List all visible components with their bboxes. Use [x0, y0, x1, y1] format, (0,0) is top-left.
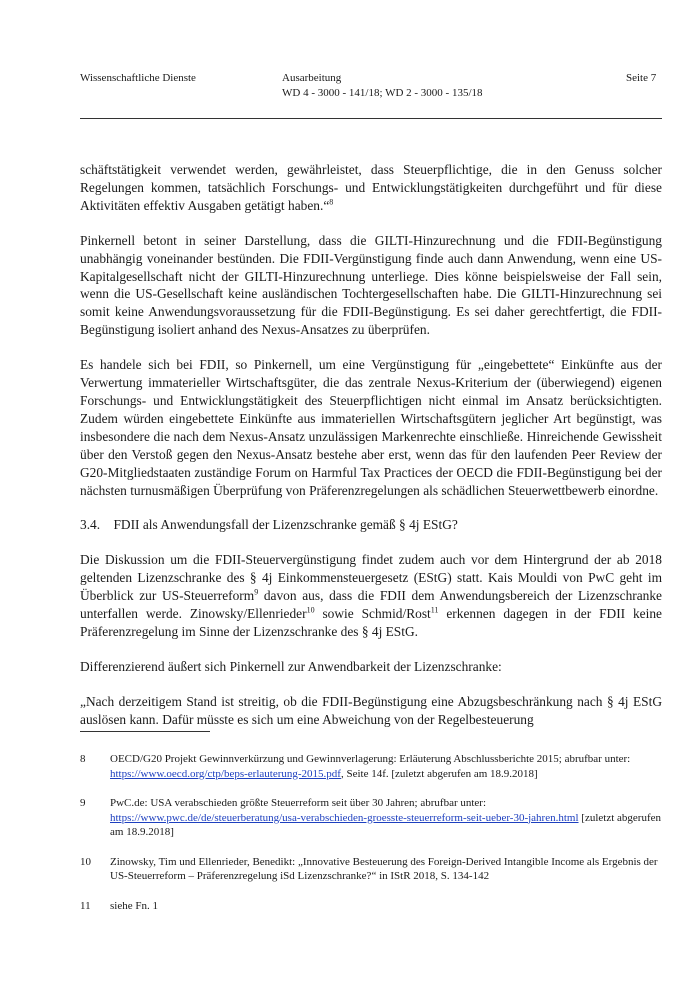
paragraph-4-text-b: davon aus, dass die FDII dem Anwendungsbereich der Lizenzschranke unterfallen werde. Zinowsky/Ellenrieder: [80, 588, 662, 622]
footnote-9-link[interactable]: https://www.pwc.de/de/steuerberatung/usa-verabschieden-groesste-steuerreform-seit-ueber-30-jahren.html: [110, 811, 579, 824]
footnote-9: [80, 796, 662, 840]
footnote-10: [80, 855, 662, 884]
footnote-text: Zinowsky, Tim und Ellenrieder, Benedikt: „Innovative Besteuerung des Foreign-Derived Intangible Income als Ergebnis der US-Steuerreform – Präferenzregelung iSd Lizenzschranke?“ in IStR 2018, S. 134-142: [110, 855, 658, 882]
footnote-ref-8[interactable]: 8: [329, 197, 334, 207]
footnote-9-text: PwC.de: USA verabschieden größte Steuerreform seit über 30 Jahren; abrufbar unter:: [110, 797, 487, 809]
paragraph-4: [80, 551, 662, 641]
footnote-ref-10[interactable]: 10: [306, 605, 315, 615]
footnotes: [80, 752, 662, 928]
document-body: [80, 161, 662, 746]
footnote-8: [80, 752, 662, 781]
paragraph-3: Es handele sich bei FDII, so Pinkernell, um eine Vergünstigung für „eingebettete“ Einkünfte aus der Verwertung immaterieller Wirtschaftsgüter, die das zentrale Nexus-Kriterium der (überwiegend) eigenen Forschungs- und Entwicklungstätigkeit des Steuerpflichtigen nicht einmal im Ansatz berücksichtigten. Zudem würden eingebettete Einkünfte aus immateriellen Wirtschaftsgütern jeglicher Art begünstigt, was insbesondere die nach dem Nexus-Ansatz unzulässigen Markenrechte einschließe. Hinreichende Gewissheit über den Verstoß gegen den Nexus-Ansatz bestehe aber erst, wenn das für den laufenden Peer Review der G20-Mitgliedstaaten zuständige Forum on Harmful Tax Practices der OECD die FDII-Begünstigung bei der nächsten turnusmäßigen Überprüfung von Präferenzregelungen als schädlichen Steuerwettbewerb einordne.: [80, 357, 662, 498]
header-document-info: [282, 71, 483, 101]
footnote-number: 11: [80, 899, 91, 912]
paragraph-2: Pinkernell betont in seiner Darstellung, dass die GILTI-Hinzurechnung und die FDII-Begünstigung unabhängig voneinander bestünden. Die FDII-Vergünstigung finde auch dann Anwendung, wenn eine US-Kapitalgesellschaft nicht der GILTI-Hinzurechnung unterliege. Dies könne beispielsweise der Fall sein, wenn die US-Gesellschaft keine ausländischen Tochtergesellschaften habe. Die GILTI-Hinzurechnung sei somit keine Anwendungsvoraussetzung für die FDII-Begünstigung. Es sei daher gerechtfertigt, die FDII-Begünstigung isoliert anhand des Nexus-Ansatzes zu überprüfen.: [80, 232, 662, 338]
footnote-ref-11[interactable]: 11: [430, 605, 439, 615]
footnote-number: 8: [80, 753, 86, 765]
paragraph-5: Differenzierend äußert sich Pinkernell zur Anwendbarkeit der Lizenzschranke:: [80, 658, 502, 674]
section-heading-3-4: 3.4. FDII als Anwendungsfall der Lizenzschranke gemäß § 4j EStG?: [80, 517, 458, 533]
header-doc-type: Ausarbeitung: [282, 72, 342, 84]
footnote-number: 9: [80, 797, 86, 809]
page-number: Seite 7: [626, 72, 657, 84]
footnote-divider: [80, 731, 210, 732]
footnote-number: 10: [80, 855, 91, 868]
footnote-8-text: OECD/G20 Projekt Gewinnverkürzung und Gewinnverlagerung: Erläuterung Abschlussberichte 2015; abrufbar unter:: [110, 753, 631, 765]
paragraph-1-text: schäftstätigkeit verwendet werden, gewährleistet, dass Steuerpflichtige, die in den Genuss solcher Regelungen kommen, tatsächlich Forschungs- und Entwicklungstätigkeiten durchgeführt und für diese Aktivitäten effektiv Ausgaben getätigt haben.“: [80, 162, 662, 213]
footnote-11: [80, 899, 662, 914]
paragraph-4-text-d: erkennen dagegen in der FDII keine Präferenzregelung im Sinne der Lizenzschranke des § 4j EStG.: [80, 606, 662, 639]
paragraph-1: [80, 161, 662, 215]
header-doc-reference: WD 4 - 3000 - 141/18; WD 2 - 3000 - 135/18: [282, 87, 483, 99]
header-organization: Wissenschaftliche Dienste: [80, 72, 196, 84]
footnote-9-after: [zuletzt abgerufen am 18.9.2018]: [110, 811, 661, 838]
footnote-text: [110, 796, 662, 840]
footnote-text: siehe Fn. 1: [110, 899, 158, 912]
paragraph-4-text-c: sowie Schmid/Rost: [314, 606, 431, 622]
footnote-8-after: , Seite 14f. [zuletzt abgerufen am 18.9.2018]: [340, 767, 538, 780]
footnote-text: [110, 752, 662, 781]
paragraph-6-quote: „Nach derzeitigem Stand ist streitig, ob die FDII-Begünstigung eine Abzugsbeschränkung nach § 4j EStG auslösen kann. Dafür müsste es sich um eine Abweichung von der Regelbesteuerung: [80, 693, 662, 727]
footnote-ref-9[interactable]: 9: [254, 587, 259, 597]
footnote-8-link[interactable]: https://www.oecd.org/ctp/beps-erlauterung-2015.pdf: [110, 767, 341, 780]
header-divider: [80, 118, 662, 119]
paragraph-4-text-a: Die Diskussion um die FDII-Steuervergünstigung findet zudem auch vor dem Hintergrund der ab 2018 geltenden Lizenzschranke des § 4j Einkommensteuergesetz (EStG) statt. Kais Mouldi von PwC geht im Überblick zur US-Steuerreform: [80, 552, 662, 604]
